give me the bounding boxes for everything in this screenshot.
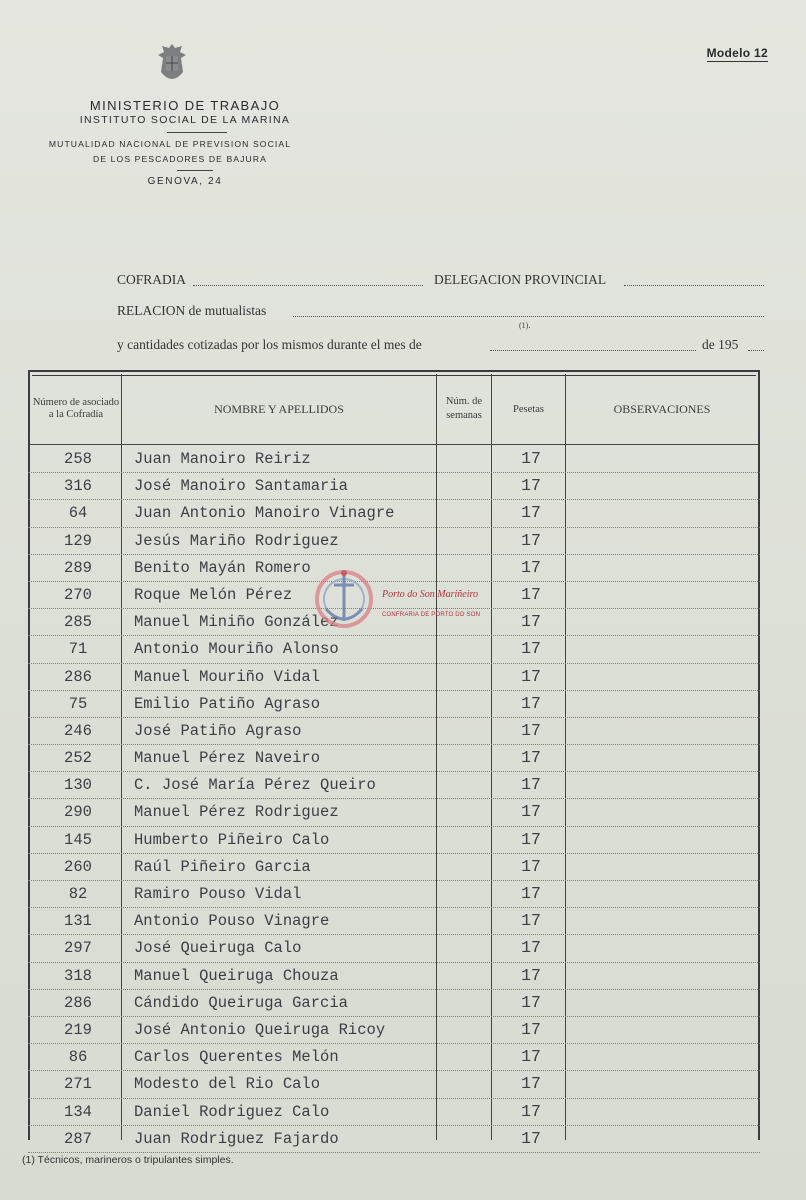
table-row — [28, 1044, 760, 1071]
divider — [177, 170, 213, 171]
observations-cell — [569, 963, 756, 989]
weeks-cell — [438, 528, 493, 554]
member-number: 129 — [64, 531, 92, 550]
observations-cell — [569, 1017, 756, 1043]
member-name: Carlos Querentes Melón — [134, 1048, 339, 1067]
cofradia-label: COFRADIA — [117, 272, 187, 287]
pesetas-cell: 17 — [521, 557, 541, 577]
weeks-cell — [438, 799, 493, 825]
observations-cell — [569, 935, 756, 961]
footnote-ref: (1). — [519, 321, 531, 330]
month-field[interactable] — [490, 350, 696, 351]
pesetas-cell: 17 — [521, 1047, 541, 1067]
table-row — [28, 881, 760, 908]
table-row — [28, 718, 760, 745]
observations-cell — [569, 799, 756, 825]
pesetas-cell: 17 — [521, 584, 541, 604]
letterhead — [20, 98, 320, 187]
stamp-subtitle: CONFRARIA DE PORTO DO SON — [382, 612, 481, 618]
member-number: 131 — [64, 912, 92, 931]
member-number: 130 — [64, 776, 92, 795]
pesetas-cell: 17 — [521, 530, 541, 550]
weeks-cell — [438, 827, 493, 853]
coat-of-arms-icon — [155, 42, 189, 88]
pesetas-cell: 17 — [521, 829, 541, 849]
member-number: 270 — [64, 585, 92, 604]
year-label: de 195 — [702, 337, 739, 352]
member-name: Emilio Patiño Agraso — [134, 694, 321, 713]
pesetas-cell: 17 — [521, 1074, 541, 1094]
observations-cell — [569, 609, 756, 635]
member-number: 219 — [64, 1020, 92, 1039]
weeks-cell — [438, 990, 493, 1016]
table-row — [28, 691, 760, 718]
weeks-cell — [438, 473, 493, 499]
member-number: 318 — [64, 966, 92, 985]
weeks-cell — [438, 881, 493, 907]
table-row — [28, 1099, 760, 1126]
member-number: 271 — [64, 1075, 92, 1094]
member-name: Juan Rodriguez Fajardo — [134, 1129, 339, 1148]
pesetas-cell: 17 — [521, 748, 541, 768]
address: GENOVA, 24 — [147, 176, 223, 187]
pesetas-cell: 17 — [521, 992, 541, 1012]
table-row — [28, 990, 760, 1017]
table-row — [28, 1071, 760, 1098]
observations-cell — [569, 555, 756, 581]
observations-cell — [569, 691, 756, 717]
header-semanas: Núm. de semanas — [445, 396, 483, 421]
header-numero: Número de asociado a la Cofradía — [32, 397, 120, 420]
table-row — [28, 772, 760, 799]
table-row — [28, 908, 760, 935]
weeks-cell — [438, 1044, 493, 1070]
observations-cell — [569, 528, 756, 554]
member-number: 252 — [64, 749, 92, 768]
member-number: 258 — [64, 450, 92, 468]
mutual-line-1: MUTUALIDAD NACIONAL DE PREVISION SOCIAL — [48, 139, 292, 149]
relacion-field[interactable] — [293, 316, 764, 317]
member-name: Roque Melón Pérez — [134, 585, 293, 604]
member-number: 285 — [64, 613, 92, 632]
table-row — [28, 963, 760, 990]
relacion-label: RELACION de mutualistas — [117, 303, 267, 318]
table-row — [28, 745, 760, 772]
observations-cell — [569, 772, 756, 798]
pesetas-cell: 17 — [521, 884, 541, 903]
observations-cell — [569, 446, 756, 472]
pesetas-cell: 17 — [521, 775, 541, 795]
member-name: Manuel Pérez Naveiro — [134, 749, 321, 768]
member-name: José Antonio Queiruga Ricoy — [134, 1020, 386, 1039]
weeks-cell — [438, 772, 493, 798]
pesetas-cell: 17 — [521, 856, 541, 876]
observations-cell — [569, 881, 756, 907]
member-name: Manuel Mouriño Vidal — [134, 667, 321, 686]
observations-cell — [569, 745, 756, 771]
table-row — [28, 636, 760, 663]
member-name: Modesto del Rio Calo — [134, 1075, 321, 1094]
member-name: Daniel Rodriguez Calo — [134, 1102, 330, 1121]
member-name: Ramiro Pouso Vidal — [134, 885, 302, 903]
weeks-cell — [438, 718, 493, 744]
weeks-cell — [438, 1017, 493, 1043]
weeks-cell — [438, 500, 493, 526]
member-number: 287 — [64, 1129, 92, 1148]
member-name: Manuel Pérez Rodriguez — [134, 803, 339, 822]
pesetas-cell: 17 — [521, 693, 541, 713]
header-pesetas: Pesetas — [513, 403, 544, 415]
pesetas-cell: 17 — [521, 1019, 541, 1039]
weeks-cell — [438, 908, 493, 934]
pesetas-cell: 17 — [521, 911, 541, 931]
table-row — [28, 473, 760, 500]
weeks-cell — [438, 1126, 493, 1152]
weeks-cell — [438, 555, 493, 581]
table-row — [28, 935, 760, 962]
observations-cell — [569, 582, 756, 608]
member-number: 286 — [64, 667, 92, 686]
members-table — [28, 370, 760, 1148]
member-name: Juan Manoiro Reiriz — [134, 450, 311, 468]
member-name: Juan Antonio Manoiro Vinagre — [134, 504, 395, 523]
pesetas-cell: 17 — [521, 612, 541, 632]
observations-cell — [569, 1099, 756, 1125]
member-number: 286 — [64, 993, 92, 1012]
member-name: Jesús Mariño Rodriguez — [134, 531, 339, 550]
cofradia-field[interactable] — [193, 285, 423, 286]
observations-cell — [569, 473, 756, 499]
table-row — [28, 446, 760, 473]
weeks-cell — [438, 636, 493, 662]
observations-cell — [569, 636, 756, 662]
pesetas-cell: 17 — [521, 938, 541, 958]
weeks-cell — [438, 446, 493, 472]
weeks-cell — [438, 963, 493, 989]
table-body — [28, 446, 760, 1153]
member-name: Cándido Queiruga Garcia — [134, 993, 348, 1012]
header-rule — [30, 444, 758, 445]
member-name: Antonio Pouso Vinagre — [134, 912, 330, 931]
member-name: José Patiño Agraso — [134, 721, 302, 740]
observations-cell — [569, 990, 756, 1016]
member-number: 289 — [64, 558, 92, 577]
member-number: 316 — [64, 477, 92, 496]
member-name: Manuel Miniño González — [134, 613, 339, 632]
ministry-name: MINISTERIO DE TRABAJO — [89, 98, 281, 113]
member-name: Antonio Mouriño Alonso — [134, 640, 339, 659]
member-number: 86 — [68, 1048, 88, 1067]
table-row — [28, 528, 760, 555]
pesetas-cell: 17 — [521, 666, 541, 686]
member-number: 82 — [68, 885, 88, 903]
weeks-cell — [438, 1071, 493, 1097]
observations-cell — [569, 854, 756, 880]
pesetas-cell: 17 — [521, 449, 541, 468]
institute-name: INSTITUTO SOCIAL DE LA MARINA — [79, 114, 291, 126]
table-row — [28, 500, 760, 527]
model-label: Modelo 12 — [706, 46, 768, 60]
member-number: 246 — [64, 721, 92, 740]
table-row — [28, 827, 760, 854]
member-name: Benito Mayán Romero — [134, 558, 311, 577]
member-number: 64 — [68, 504, 88, 523]
footnote: (1) Técnicos, marineros o tripulantes simples. — [22, 1154, 234, 1166]
weeks-cell — [438, 664, 493, 690]
observations-cell — [569, 1071, 756, 1097]
year-field[interactable] — [748, 350, 764, 351]
observations-cell — [569, 1044, 756, 1070]
header-nombre: NOMBRE Y APELLIDOS — [214, 401, 344, 416]
member-name: Manuel Queiruga Chouza — [134, 966, 339, 985]
weeks-cell — [438, 935, 493, 961]
weeks-cell — [438, 745, 493, 771]
pesetas-cell: 17 — [521, 476, 541, 496]
member-name: Raúl Piñeiro Garcia — [134, 857, 311, 876]
observations-cell — [569, 827, 756, 853]
member-number: 75 — [68, 694, 88, 713]
observations-cell — [569, 664, 756, 690]
weeks-cell — [438, 854, 493, 880]
stamp-title: Porto do Son Mariñeiro — [382, 589, 479, 600]
member-number: 290 — [64, 803, 92, 822]
member-number: 71 — [68, 640, 88, 659]
observations-cell — [569, 908, 756, 934]
pesetas-cell: 17 — [521, 802, 541, 822]
table-row — [28, 555, 760, 582]
anchor-stamp-icon — [312, 565, 376, 635]
cantidades-label: y cantidades cotizadas por los mismos durante el mes de — [117, 337, 422, 352]
header-observaciones: OBSERVACIONES — [613, 401, 711, 416]
table-row — [28, 1126, 760, 1153]
mutual-line-2: DE LOS PESCADORES DE BAJURA — [93, 154, 267, 164]
member-number: 260 — [64, 857, 92, 876]
delegacion-field[interactable] — [624, 285, 764, 286]
divider — [167, 132, 227, 133]
pesetas-cell: 17 — [521, 639, 541, 659]
member-number: 145 — [64, 830, 92, 849]
table-row — [28, 1017, 760, 1044]
member-number: 134 — [64, 1102, 92, 1121]
pesetas-cell: 17 — [521, 965, 541, 985]
weeks-cell — [438, 691, 493, 717]
member-number: 297 — [64, 939, 92, 958]
weeks-cell — [438, 1099, 493, 1125]
table-row — [28, 854, 760, 881]
delegacion-label: DELEGACION PROVINCIAL — [434, 272, 607, 287]
observations-cell — [569, 500, 756, 526]
pesetas-cell: 17 — [521, 720, 541, 740]
member-name: José Manoiro Santamaria — [134, 477, 348, 496]
observations-cell — [569, 718, 756, 744]
table-row — [28, 664, 760, 691]
member-name: C. José María Pérez Queiro — [134, 776, 376, 795]
pesetas-cell: 17 — [521, 1128, 541, 1148]
pesetas-cell: 17 — [521, 503, 541, 523]
observations-cell — [569, 1126, 756, 1152]
pesetas-cell: 17 — [521, 1101, 541, 1121]
member-name: José Queiruga Calo — [134, 939, 302, 958]
member-name: Humberto Piñeiro Calo — [134, 830, 330, 849]
table-row — [28, 799, 760, 826]
